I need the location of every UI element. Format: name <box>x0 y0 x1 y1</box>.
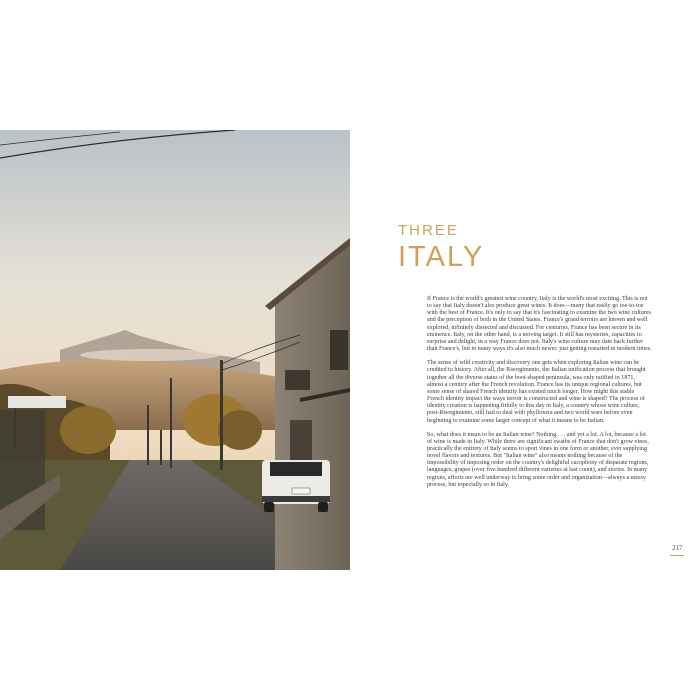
paragraph: If France is the world's greatest wine country, Italy is the world's most exciting. This is not to say that Italy doesn't also produce great wines. It does—many that easily go toe-to-toe with the best of France. It's only to say that it's fascinating to examine the two wine cultures and the perception of both in the United States. France's grand terroirs are known and well explored, infinitely dissected and discussed. For centuries, France has been secure in its eminence. Italy, on the other hand, is a moving target. It still has mysteries, capacities to surprise and delight, in a way France does not. Italy's wine culture may date back further than France's, but in many ways it's also much newer, just getting restarted in modern times. <box>427 296 652 353</box>
chapter-number: THREE <box>398 222 459 239</box>
book-spread <box>0 130 700 570</box>
chapter-title: ITALY <box>398 241 485 273</box>
text-page <box>350 130 700 570</box>
paragraph: The sense of wild creativity and discovery one gets when exploring Italian wine can be credited to history. After all, the Risorgimento, the Italian unification process that brought together all the diverse states of the boot-shaped peninsula, was only ratified in 1871, almost a century after the French revolution. France has its unique regional cultures, but some sense of shared French identity has existed much longer. How might this stable French identity impact the ways terroir is constructed and wine is shaped? The process of identity creation is happening fitfully to this day in Italy, a country whose wine culture, post-Risorgimento, still had to deal with phylloxera and two world wars before even beginning to examine some larger concept of what it means to be Italian. <box>427 360 646 424</box>
body-text <box>427 296 652 496</box>
page-number: 217 <box>672 544 683 552</box>
paragraph: So, what does it mean to be an Italian wine? Nothing . . . and yet a lot. A lot, because a lot of wine is made in Italy. While there are significant swaths of France that don't grow vines, practically the entirety of Italy seems to sport vines in one form or another, ever supplying novel flavors and textures. But "Italian wine" also means nothing because of the impossibility of imposing order on the country's delightful cacophony of disparate regions, languages, grapes (over five hundred different varieties at last count), and stories. In many regions, efforts are well underway to bring some order and organization—always a messy process, but especially so in Italy. <box>427 431 649 488</box>
road-landscape-photo <box>0 130 350 570</box>
folio-rule <box>670 555 684 556</box>
